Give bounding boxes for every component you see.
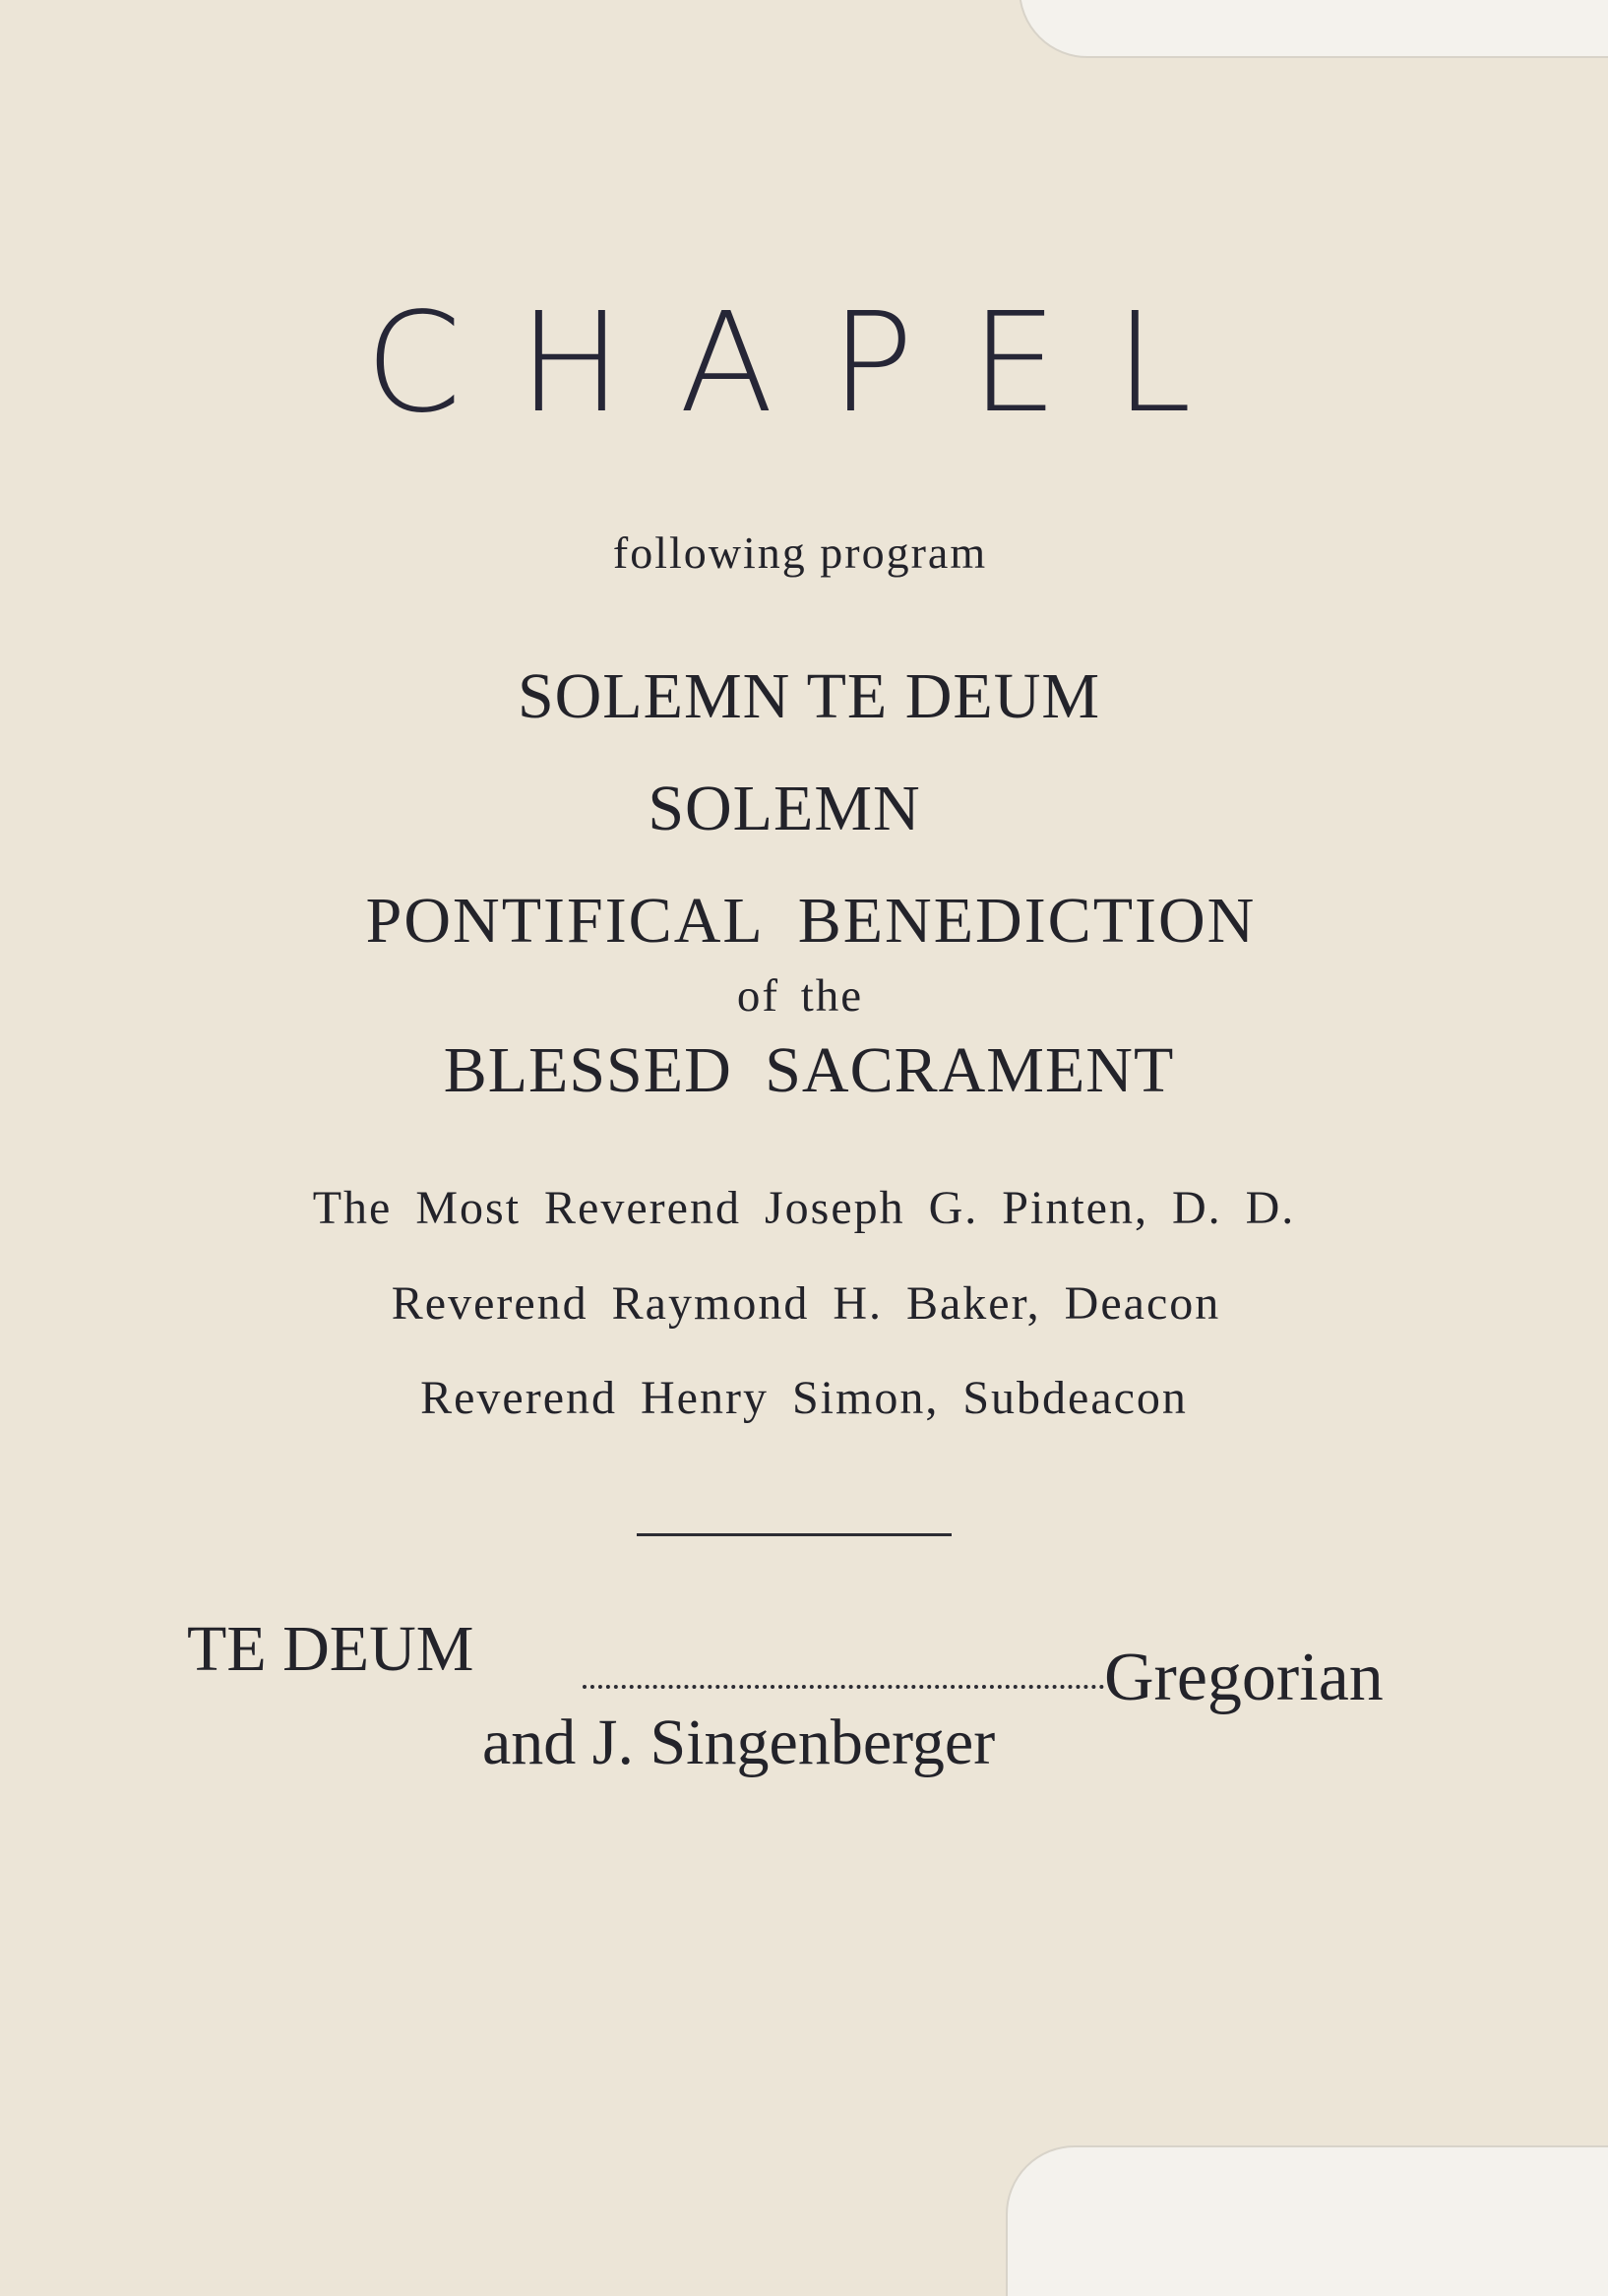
card-tab-bottom [1006,2145,1608,2296]
divider [637,1533,952,1536]
program-subtitle: following program [612,527,988,578]
program-item-title: TE DEUM [187,1613,474,1685]
service-line: SOLEMN TE DEUM [517,660,1101,732]
dotted-leader [583,1685,1104,1689]
service-line: PONTIFICAL BENEDICTION [365,885,1257,957]
card-tab-top [1019,0,1608,58]
clergy-line: Reverend Raymond H. Baker, Deacon [391,1277,1221,1330]
service-line: of the [736,970,864,1022]
program-item-composer-continued: and J. Singenberger [482,1706,996,1778]
clergy-line: The Most Reverend Joseph G. Pinten, D. D. [312,1182,1296,1234]
clergy-line: Reverend Henry Simon, Subdeacon [420,1372,1188,1424]
service-line: SOLEMN [648,773,921,844]
service-line: BLESSED SACRAMENT [443,1034,1175,1106]
program-item-composer: Gregorian [1104,1640,1384,1715]
page-title: CHAPEL [365,283,1249,444]
